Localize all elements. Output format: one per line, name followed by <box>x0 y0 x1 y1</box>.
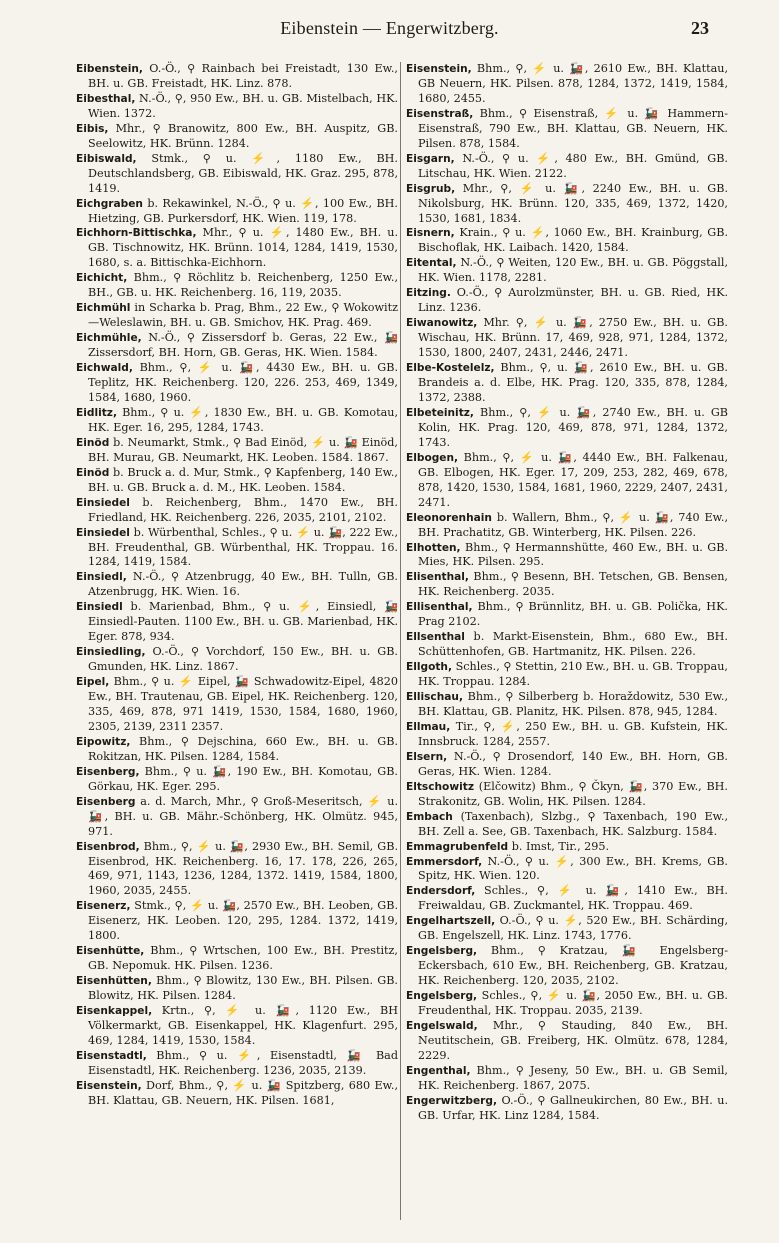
gazetteer-entry <box>76 1049 398 1079</box>
entry-details: Bhm., ⚲ u. ⚡, 1830 Ew., BH. u. GB. Komotau, HK. Eger. 16, 295, 1284, 1743. <box>88 405 398 434</box>
gazetteer-entry <box>76 197 398 227</box>
gazetteer-entry <box>76 92 398 122</box>
entry-place-name: Eisenstein, <box>76 1079 142 1092</box>
gazetteer-entry <box>406 451 728 511</box>
entry-place-name: Ellgoth, <box>406 661 452 674</box>
gazetteer-entry <box>406 780 728 810</box>
entry-place-name: Eichicht, <box>76 272 128 285</box>
entry-place-name: Einsiedl <box>76 601 123 614</box>
gazetteer-entry <box>406 511 728 541</box>
entry-details: Bhm., ⚲ Blowitz, 130 Ew., BH. Pilsen. GB. Blowitz, HK. Pilsen. 1284. <box>88 974 398 1003</box>
entry-place-name: Einöd <box>76 436 110 449</box>
entry-place-name: Eisgrub, <box>406 182 456 195</box>
entry-details: b. Würbenthal, Schles., ⚲ u. ⚡ u. 🚂, 222 Ew., BH. Freudenthal, GB. Würbenthal, HK. Troppau. 16. 1284, 1419, 1584. <box>88 525 398 569</box>
entry-place-name: Eisenkappel, <box>76 1005 153 1018</box>
gazetteer-entry <box>76 675 398 735</box>
gazetteer-entry <box>406 600 728 630</box>
gazetteer-entry <box>406 316 728 361</box>
entry-place-name: Ellsenthal <box>406 631 465 644</box>
entry-details: O.-Ö., ⚲ Rainbach bei Freistadt, 130 Ew., BH. u. GB. Freistadt, HK. Linz. 878. <box>88 62 398 90</box>
entry-details: a. d. March, Mhr., ⚲ Groß-Meseritsch, ⚡ u. 🚂, BH. u. GB. Mähr.-Schönberg, HK. Olmütz. 945, 971. <box>88 794 399 838</box>
page-header <box>0 18 779 42</box>
entry-place-name: Eibesthal, <box>76 92 136 105</box>
entry-place-name: Eichmühle, <box>76 332 142 345</box>
entry-details: b. Marienbad, Bhm., ⚲ u. ⚡, Einsiedl, 🚂 Einsiedl-Pauten. 1100 Ew., BH. u. GB. Marienbad, HK. Eger. 878, 934. <box>88 600 398 644</box>
gazetteer-entry <box>76 899 398 944</box>
right-column <box>406 62 728 1124</box>
column-divider <box>400 62 401 1220</box>
entry-place-name: Einsiedling, <box>76 646 146 659</box>
gazetteer-entry <box>76 735 398 765</box>
entry-details: Bhm., ⚲ Wrtschen, 100 Ew., BH. Prestitz, GB. Nepomuk. HK. Pilsen. 1236. <box>88 944 398 973</box>
gazetteer-entry <box>76 406 398 436</box>
entry-place-name: Eibiswald, <box>76 152 137 165</box>
entry-details: O.-Ö., ⚲ Aurolzmünster, BH. u. GB. Ried, HK. Linz. 1236. <box>418 286 729 315</box>
entry-place-name: Elhotten, <box>406 541 461 554</box>
gazetteer-entry <box>76 301 398 331</box>
entry-details: (Elčowitz) Bhm., ⚲ Čkyn, 🚂, 370 Ew., BH. Strakonitz, GB. Wolin, HK. Pilsen. 1284. <box>418 779 728 808</box>
entry-details: Mhr., ⚲ Branowitz, 800 Ew., BH. Auspitz, GB. Seelowitz, HK. Brünn. 1284. <box>88 121 398 150</box>
entry-place-name: Eipel, <box>76 676 110 689</box>
entry-details: (Taxenbach), Slzbg., ⚲ Taxenbach, 190 Ew., BH. Zell a. See, GB. Taxenbach, HK. Salzburg. 1584. <box>418 809 728 838</box>
entry-place-name: Eisgarn, <box>406 152 455 165</box>
entry-details: Krain., ⚲ u. ⚡, 1060 Ew., BH. Krainburg, GB. Bischoflak, HK. Laibach. 1420, 1584. <box>418 226 729 255</box>
entry-place-name: Eleonorenhain <box>406 511 492 524</box>
gazetteer-entry <box>76 840 398 900</box>
entry-details: Schles., ⚲, ⚡ u. 🚂, 1410 Ew., BH. Freiwaldau, GB. Zuckmantel, HK. Troppau. 469. <box>418 884 728 913</box>
entry-place-name: Ellisenthal, <box>406 601 473 614</box>
gazetteer-entry <box>76 570 398 600</box>
gazetteer-entry <box>76 944 398 974</box>
entry-place-name: Einsiedl, <box>76 571 127 584</box>
entry-details: b. Rekawinkel, N.-Ö., ⚲ u. ⚡, 100 Ew., BH. Hietzing, GB. Purkersdorf, HK. Wien. 119, 178. <box>88 196 398 225</box>
entry-place-name: Eisenstadtl, <box>76 1049 147 1062</box>
gazetteer-entry <box>76 331 398 361</box>
gazetteer-entry <box>406 944 728 989</box>
entry-place-name: Eibenstein, <box>76 63 143 75</box>
page-number: 23 <box>691 18 709 38</box>
gazetteer-entry <box>76 152 398 197</box>
entry-place-name: Eiwanowitz, <box>406 317 478 330</box>
gazetteer-entry <box>406 1019 728 1064</box>
entry-place-name: Elbe-Kostelelz, <box>406 362 495 375</box>
entry-details: b. Markt-Eisenstein, Bhm., 680 Ew., BH. Schüttenhofen, GB. Hartmanitz, HK. Pilsen. 226. <box>418 630 728 659</box>
gazetteer-entry <box>406 1094 728 1124</box>
gazetteer-entry <box>76 122 398 152</box>
gazetteer-entry <box>406 406 728 451</box>
gazetteer-entry <box>76 436 398 466</box>
entry-details: Mhr., ⚲, ⚡ u. 🚂, 2240 Ew., BH. u. GB. Nikolsburg, HK. Brünn. 120, 335, 469, 1372, 1420, 1530, 1681, 1834. <box>418 181 728 225</box>
gazetteer-entry <box>76 226 398 271</box>
entry-place-name: Eltschowitz <box>406 780 474 793</box>
entry-details: N.-Ö., ⚲ Drosendorf, 140 Ew., BH. Horn, GB. Geras, HK. Wien. 1284. <box>418 749 728 778</box>
entry-details: N.-Ö., ⚲, 950 Ew., BH. u. GB. Mistelbach, HK. Wien. 1372. <box>88 91 399 120</box>
entry-details: N.-Ö., ⚲ Zissersdorf b. Geras, 22 Ew., 🚂 Zissersdorf, BH. Horn, GB. Geras, HK. Wien. 1584. <box>88 331 398 360</box>
gazetteer-entry <box>406 570 728 600</box>
entry-place-name: Eitzing. <box>406 287 451 300</box>
gazetteer-entry <box>406 989 728 1019</box>
gazetteer-entry <box>406 855 728 885</box>
gazetteer-entry <box>76 361 398 406</box>
entry-details: Bhm., ⚲, ⚡ u. 🚂, 4440 Ew., BH. Falkenau, GB. Elbogen, HK. Eger. 17, 209, 253, 282, 469, 678, 878, 1420, 1530, 1584, 1681, 1960, 2229, 2407, 2431, 2471. <box>418 450 728 509</box>
gazetteer-entry <box>76 62 398 92</box>
entry-place-name: Elisenthal, <box>406 571 469 584</box>
entry-details: Bhm., ⚲, ⚡ u. 🚂, 2740 Ew., BH. u. GB Kolin, HK. Prag. 120, 469, 878, 971, 1284, 1372, 1743. <box>418 405 729 449</box>
entry-place-name: Eisenstein, <box>406 63 472 75</box>
gazetteer-entry <box>406 286 728 316</box>
gazetteer-entry <box>76 496 398 526</box>
entry-details: Bhm., ⚲ u. 🚂, 190 Ew., BH. Komotau, GB. Görkau, HK. Eger. 295. <box>88 764 398 793</box>
gazetteer-entry <box>406 720 728 750</box>
gazetteer-entry <box>406 541 728 571</box>
entry-details: O.-Ö., ⚲ Vorchdorf, 150 Ew., BH. u. GB. Gmunden, HK. Linz. 1867. <box>88 645 398 674</box>
entry-details: Mhr. ⚲, ⚡ u. 🚂, 2750 Ew., BH. u. GB. Wischau, HK. Brünn. 17, 469, 928, 971, 1284, 1372, 1530, 1800, 2407, 2431, 2446, 2471. <box>418 316 728 360</box>
entry-place-name: Einöd <box>76 466 110 479</box>
gazetteer-entry <box>406 107 728 152</box>
gazetteer-entry <box>406 810 728 840</box>
entry-details: b. Reichenberg, Bhm., 1470 Ew., BH. Friedland, HK. Reichenberg. 226, 2035, 2101, 2102. <box>88 495 398 524</box>
entry-place-name: Einsiedel <box>76 526 130 539</box>
entry-details: Mhr., ⚲ u. ⚡, 1480 Ew., BH. u. GB. Tischnowitz, HK. Brünn. 1014, 1284, 1419, 1530, 1680, s. a. Bittischka-Eichhorn. <box>88 226 398 270</box>
entry-details: Krtn., ⚲, ⚡ u. 🚂, 1120 Ew., BH Völkermarkt, GB. Eisenkappel, HK. Klagenfurt. 295, 469, 1284, 1419, 1530, 1584. <box>88 1004 398 1047</box>
entry-place-name: Emmagrubenfeld <box>406 840 509 853</box>
entry-details: Bhm., ⚲ Silberberg b. Horaždowitz, 530 Ew., BH. Klattau, GB. Planitz, HK. Pilsen. 878, 945, 1284. <box>418 690 728 718</box>
entry-place-name: Eisenstraß, <box>406 107 474 120</box>
entry-place-name: Engelhartszell, <box>406 915 496 928</box>
entry-place-name: Eibis, <box>76 122 109 135</box>
gazetteer-entry <box>406 62 728 107</box>
entry-place-name: Ellischau, <box>406 691 463 704</box>
gazetteer-entry <box>406 884 728 914</box>
gazetteer-entry <box>406 630 728 660</box>
entry-place-name: Eisenhütten, <box>76 975 152 988</box>
gazetteer-entry <box>406 1064 728 1094</box>
gazetteer-entry <box>76 1004 398 1049</box>
entry-details: Bhm., ⚲, ⚡ u. 🚂, 2930 Ew., BH. Semil, GB. Eisenbrod, HK. Reichenberg. 16, 17. 178, 226, 265, 469, 971, 1143, 1236, 1284, 1372. 1419, 1584, 1800, 1960, 2035, 2455. <box>88 839 399 898</box>
gazetteer-entry <box>76 765 398 795</box>
gazetteer-entry <box>406 750 728 780</box>
gazetteer-entry <box>406 660 728 690</box>
entry-place-name: Eipowitz, <box>76 735 131 748</box>
entry-place-name: Embach <box>406 810 453 823</box>
entry-details: Bhm., ⚲ u. ⚡ Eipel, 🚂 Schwadowitz-Eipel, 4820 Ew., BH. Trautenau, GB. Eipel, HK. Reichenberg. 120, 335, 469, 878, 971 1419, 1530, 1584, 1680, 1960, 2305, 2139, 2311 2357. <box>88 675 398 733</box>
entry-details: Schles., ⚲ Stettin, 210 Ew., BH. u. GB. Troppau, HK. Troppau. 1284. <box>418 660 728 689</box>
entry-details: Schles., ⚲, ⚡ u. 🚂, 2050 Ew., BH. u. GB. Freudenthal, HK. Troppau. 2035, 2139. <box>418 989 728 1018</box>
entry-place-name: Einsiedel <box>76 496 130 509</box>
entry-details: b. Bruck a. d. Mur, Stmk., ⚲ Kapfenberg, 140 Ew., BH. u. GB. Bruck a. d. M., HK. Leoben. 1584. <box>88 465 398 494</box>
entry-details: in Scharka b. Prag, Bhm., 22 Ew., ⚲ Wokowitz—Weleslawin, BH. u. GB. Smichov, HK. Prag. 469. <box>88 301 398 330</box>
entry-place-name: Engerwitzberg, <box>406 1094 498 1107</box>
entry-place-name: Engelsberg, <box>406 945 478 958</box>
entry-place-name: Ellmau, <box>406 720 451 733</box>
entry-details: Bhm., ⚲ Eisenstraß, ⚡ u. 🚂 Hammern-Eisenstraß, 790 Ew., BH. Klattau, GB. Neuern, HK. Pilsen. 878, 1584. <box>418 106 728 150</box>
entry-details: N.-Ö., ⚲ u. ⚡, 480 Ew., BH. Gmünd, GB. Litschau, HK. Wien. 2122. <box>418 151 728 180</box>
entry-details: N.-Ö., ⚲ Atzenbrugg, 40 Ew., BH. Tulln, GB. Atzenbrugg, HK. Wien. 16. <box>88 570 398 599</box>
entry-place-name: Engelsberg, <box>406 990 478 1003</box>
gazetteer-entry <box>406 361 728 406</box>
gazetteer-entry <box>406 914 728 944</box>
entry-place-name: Elsern, <box>406 750 448 763</box>
entry-details: N.-Ö., ⚲ u. ⚡, 300 Ew., BH. Krems, GB. Spitz, HK. Wien. 120. <box>418 854 728 883</box>
gazetteer-entry <box>76 466 398 496</box>
entry-details: Bhm., ⚲ u. ⚡, Eisenstadtl, 🚂 Bad Eisenstadtl, HK. Reichenberg. 1236, 2035, 2139. <box>88 1048 399 1077</box>
gazetteer-entry <box>406 256 728 286</box>
gazetteer-entry <box>406 152 728 182</box>
entry-place-name: Eichgraben <box>76 197 143 210</box>
gazetteer-entry <box>76 974 398 1004</box>
gazetteer-entry <box>76 526 398 571</box>
entry-place-name: Eitental, <box>406 257 457 270</box>
entry-details: N.-Ö., ⚲ Weiten, 120 Ew., BH. u. GB. Pöggstall, HK. Wien. 1178, 2281. <box>418 256 729 285</box>
gazetteer-entry <box>406 690 728 720</box>
entry-place-name: Elbeteinitz, <box>406 406 474 419</box>
left-column <box>76 62 398 1109</box>
entry-details: Stmk., ⚲ u. ⚡, 1180 Ew., BH. Deutschlandsberg, GB. Eibiswald, HK. Graz. 295, 878, 1419. <box>88 151 398 195</box>
gazetteer-entry <box>76 795 398 840</box>
gazetteer-entry <box>76 271 398 301</box>
entry-details: Bhm., ⚲ Brünnlitz, BH. u. GB. Polička, HK. Prag 2102. <box>418 600 728 629</box>
entry-place-name: Eichmühl <box>76 302 131 315</box>
gazetteer-entry <box>406 840 728 855</box>
entry-details: Stmk., ⚲, ⚡ u. 🚂, 2570 Ew., BH. Leoben, GB. Eisenerz, HK. Leoben. 120, 295, 1284. 1372, 1419, 1800. <box>88 899 399 943</box>
entry-place-name: Eisnern, <box>406 227 455 240</box>
gazetteer-entry <box>76 645 398 675</box>
entry-place-name: Eisenberg, <box>76 765 140 778</box>
entry-details: b. Imst, Tir., 295. <box>511 839 610 853</box>
entry-details: Bhm., ⚲ Besenn, BH. Tetschen, GB. Bensen, HK. Reichenberg. 2035. <box>418 570 728 599</box>
entry-details: Bhm., ⚲ Dejschina, 660 Ew., BH. u. GB. Rokitzan, HK. Pilsen. 1284, 1584. <box>88 734 398 763</box>
entry-place-name: Emmersdorf, <box>406 855 483 868</box>
entry-place-name: Eisenhütte, <box>76 945 145 958</box>
entry-details: O.-Ö., ⚲ Gallneukirchen, 80 Ew., BH. u. GB. Urfar, HK. Linz 1284, 1584. <box>418 1093 729 1122</box>
entry-details: Tir., ⚲, ⚡, 250 Ew., BH. u. GB. Kufstein, HK. Innsbruck. 1284, 2557. <box>418 719 728 748</box>
entry-place-name: Engenthal, <box>406 1064 471 1077</box>
entry-details: Bhm., ⚲ Kratzau, 🚂 Engelsberg-Eckersbach, 610 Ew., BH. Reichenberg, GB. Kratzau, HK. Reichenberg. 120, 2035, 2102. <box>418 944 728 988</box>
entry-place-name: Eisenbrod, <box>76 840 140 853</box>
gazetteer-entry <box>406 182 728 227</box>
gazetteer-entry <box>76 1079 398 1109</box>
entry-place-name: Eichwald, <box>76 362 133 375</box>
entry-place-name: Eidlitz, <box>76 406 117 419</box>
entry-details: Bhm., ⚲, u. 🚂, 2610 Ew., BH. u. GB. Brandeis a. d. Elbe, HK. Prag. 120, 335, 878, 1284, 1372, 2388. <box>418 361 728 404</box>
entry-place-name: Eichhorn-Bittischka, <box>76 227 197 240</box>
gazetteer-entry <box>406 226 728 256</box>
entry-details: Bhm., ⚲, ⚡ u. 🚂, 4430 Ew., BH. u. GB. Teplitz, HK. Reichenberg. 120, 226. 253, 469, 1349, 1584, 1680, 1960. <box>88 361 398 404</box>
entry-details: Dorf, Bhm., ⚲, ⚡ u. 🚂 Spitzberg, 680 Ew., BH. Klattau, GB. Neuern, HK. Pilsen. 1681, <box>88 1078 398 1107</box>
entry-details: Bhm., ⚲ Jeseny, 50 Ew., BH. u. GB Semil, HK. Reichenberg. 1867, 2075. <box>418 1063 728 1092</box>
entry-details: b. Neumarkt, Stmk., ⚲ Bad Einöd, ⚡ u. 🚂 Einöd, BH. Murau, GB. Neumarkt, HK. Leoben. 1584. 1867. <box>88 435 398 464</box>
entry-details: Bhm., ⚲ Röchlitz b. Reichenberg, 1250 Ew., BH., GB. u. HK. Reichenberg. 16, 119, 2035. <box>88 271 398 300</box>
gazetteer-entry <box>76 600 398 645</box>
entry-details: Bhm., ⚲, ⚡ u. 🚂, 2610 Ew., BH. Klattau, GB Neuern, HK. Pilsen. 878, 1284, 1372, 1419, 1584, 1680, 2455. <box>418 62 728 105</box>
entry-place-name: Eisenerz, <box>76 900 131 913</box>
entry-details: O.-Ö., ⚲ u. ⚡, 520 Ew., BH. Schärding, GB. Engelszell, HK. Linz. 1743, 1776. <box>418 914 728 943</box>
entry-place-name: Elbogen, <box>406 451 459 464</box>
running-title: Eibenstein — Engerwitzberg. <box>280 18 499 38</box>
entry-place-name: Engelswald, <box>406 1020 478 1032</box>
entry-place-name: Endersdorf, <box>406 885 476 898</box>
entry-place-name: Eisenberg <box>76 795 136 808</box>
entry-details: b. Wallern, Bhm., ⚲, ⚡ u. 🚂, 740 Ew., BH. Prachatitz, GB. Winterberg, HK. Pilsen. 226. <box>418 510 728 539</box>
entry-details: Bhm., ⚲ Hermannshütte, 460 Ew., BH. u. GB. Mies, HK. Pilsen. 295. <box>418 540 728 569</box>
entry-details: Mhr., ⚲ Stauding, 840 Ew., BH. Neutitschein, GB. Freiberg, HK. Olmütz. 678, 1284, 2229. <box>418 1019 728 1062</box>
